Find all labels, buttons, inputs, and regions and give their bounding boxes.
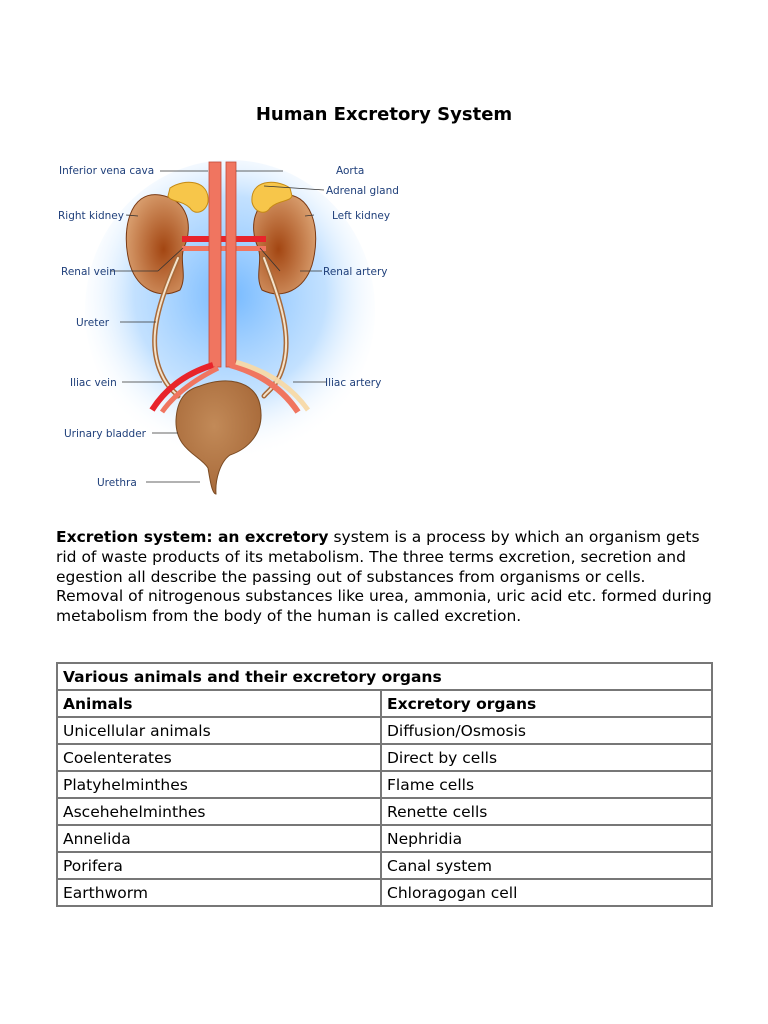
- excretion-paragraph: [56, 528, 716, 627]
- label-adrenal-gland: Adrenal gland: [326, 185, 399, 197]
- organ-cell: Direct by cells: [381, 744, 712, 771]
- aorta: [226, 162, 236, 367]
- table-row: [57, 798, 712, 825]
- label-renal-artery: Renal artery: [323, 266, 388, 278]
- animal-cell: Ascehehelminthes: [57, 798, 381, 825]
- organ-cell: Canal system: [381, 852, 712, 879]
- organ-cell: Chloragogan cell: [381, 879, 712, 906]
- paragraph-lead: Excretion system: an excretory: [56, 528, 329, 546]
- excretory-organs-table: [56, 662, 713, 907]
- label-right-kidney: Right kidney: [58, 210, 124, 222]
- table-caption: Various animals and their excretory organs: [57, 663, 712, 690]
- label-urinary-bladder: Urinary bladder: [64, 428, 147, 440]
- animal-cell: Porifera: [57, 852, 381, 879]
- urinary-bladder: [176, 381, 261, 494]
- organ-cell: Nephridia: [381, 825, 712, 852]
- paragraph-text: system is a process by which an organism gets rid of waste products of its metabolism. The three terms excretion, secretion and egestion all describe the passing out of substances from organisms or cells. Removal of nitrogenous substances like urea, ammonia, uric acid etc. formed during metabolism from the body of the human is called excretion.: [56, 528, 712, 626]
- animal-cell: Earthworm: [57, 879, 381, 906]
- label-aorta: Aorta: [336, 165, 365, 177]
- table-caption-row: [57, 663, 712, 690]
- label-left-kidney: Left kidney: [332, 210, 391, 222]
- animal-cell: Platyhelminthes: [57, 771, 381, 798]
- organ-cell: Renette cells: [381, 798, 712, 825]
- table-row: [57, 717, 712, 744]
- renal-vessel-lower: [182, 246, 266, 251]
- label-renal-vein: Renal vein: [61, 266, 116, 278]
- animal-cell: Coelenterates: [57, 744, 381, 771]
- animal-cell: Unicellular animals: [57, 717, 381, 744]
- organ-cell: Flame cells: [381, 771, 712, 798]
- label-urethra: Urethra: [97, 477, 137, 489]
- excretory-system-diagram: [50, 150, 410, 500]
- label-iliac-vein: Iliac vein: [70, 377, 117, 389]
- table-row: [57, 744, 712, 771]
- table-row: [57, 825, 712, 852]
- renal-vessel-upper: [182, 236, 266, 242]
- table-row: [57, 879, 712, 906]
- table-row: [57, 852, 712, 879]
- label-iliac-artery: Iliac artery: [325, 377, 382, 389]
- animal-cell: Annelida: [57, 825, 381, 852]
- inferior-vena-cava: [209, 162, 221, 367]
- header-animals: Animals: [57, 690, 381, 717]
- table-row: [57, 771, 712, 798]
- organ-cell: Diffusion/Osmosis: [381, 717, 712, 744]
- table-header-row: [57, 690, 712, 717]
- header-excretory-organs: Excretory organs: [381, 690, 712, 717]
- label-ureter: Ureter: [76, 317, 110, 329]
- page-title: Human Excretory System: [255, 104, 513, 125]
- label-inferior-vena-cava: Inferior vena cava: [59, 165, 155, 177]
